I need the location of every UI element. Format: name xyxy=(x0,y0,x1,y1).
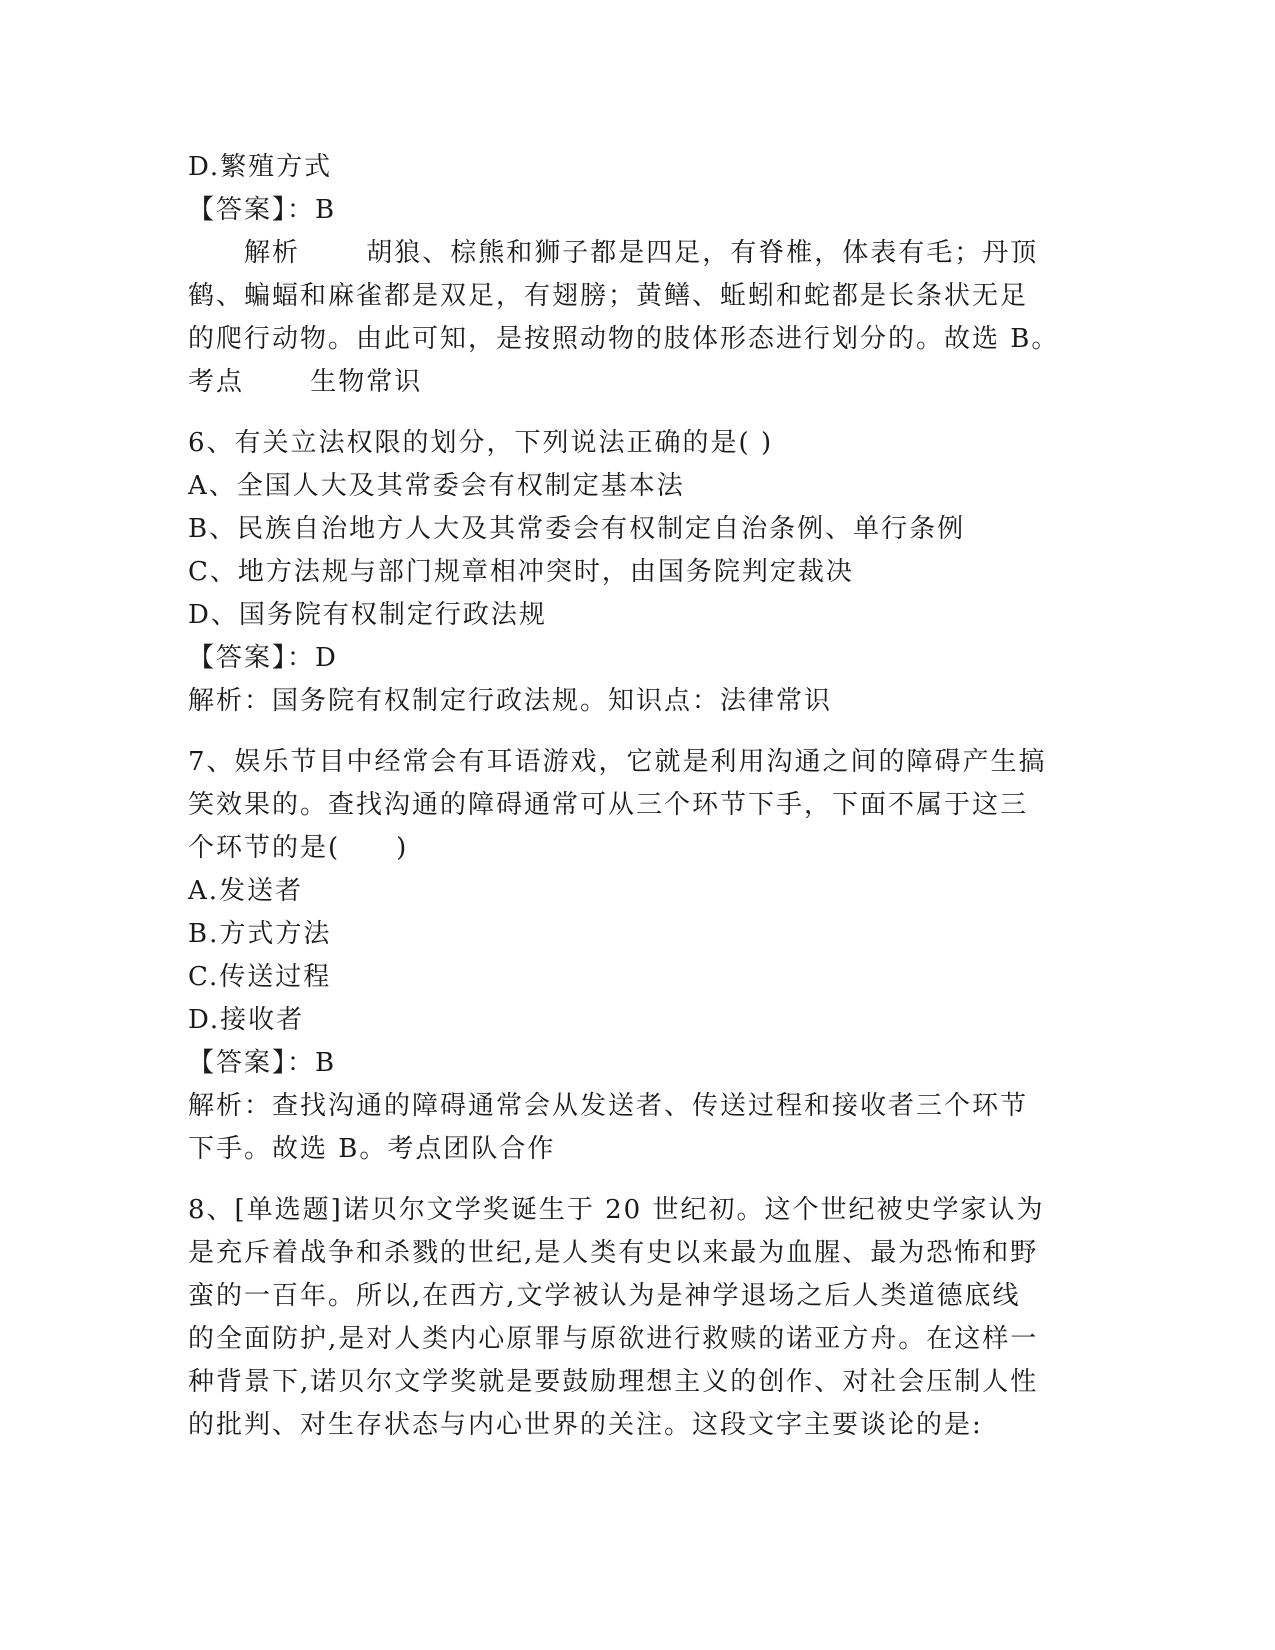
q7-option-c: C.传送过程 xyxy=(188,962,332,992)
q7-option-a: A.发送者 xyxy=(188,876,304,906)
q8-stem-line: 是充斥着战争和杀戮的世纪,是人类有史以来最为血腥、最为恐怖和野 xyxy=(188,1238,1039,1268)
q5-analysis-line: 解析 胡狼、棕熊和狮子都是四足，有脊椎，体表有毛；丹顶 xyxy=(244,238,1039,268)
q5-option-d: D.繁殖方式 xyxy=(188,152,333,182)
q8-stem-line: 种背景下,诺贝尔文学奖就是要鼓励理想主义的创作、对社会压制人性 xyxy=(188,1367,1039,1397)
q7-analysis-line: 下手。故选 B。考点团队合作 xyxy=(188,1134,556,1164)
q7-stem-line: 个环节的是( ) xyxy=(188,833,409,863)
q7-stem-line: 笑效果的。查找沟通的障碍通常可从三个环节下手，下面不属于这三 xyxy=(188,790,1029,820)
q7-stem-line: 7、娱乐节目中经常会有耳语游戏，它就是利用沟通之间的障碍产生搞 xyxy=(188,747,1047,777)
q6-analysis: 解析：国务院有权制定行政法规。知识点：法律常识 xyxy=(188,686,833,716)
q6-answer: 【答案】：D xyxy=(188,643,338,673)
document-page xyxy=(188,146,1088,1447)
q6-stem: 6、有关立法权限的划分，下列说法正确的是( ) xyxy=(188,428,774,458)
q8-stem-line: 的全面防护,是对人类内心原罪与原欲进行救赎的诺亚方舟。在这样一 xyxy=(188,1324,1039,1354)
q7-option-b: B.方式方法 xyxy=(188,919,332,949)
q7-analysis-line: 解析：查找沟通的障碍通常会从发送者、传送过程和接收者三个环节 xyxy=(188,1091,1029,1121)
q6-option-b: B、民族自治地方人大及其常委会有权制定自治条例、单行条例 xyxy=(188,514,966,544)
q7-answer: 【答案】：B xyxy=(188,1048,337,1078)
q6-option-a: A、全国人大及其常委会有权制定基本法 xyxy=(188,471,685,501)
q5-analysis-line: 鹤、蝙蝠和麻雀都是双足，有翅膀；黄鳝、蚯蚓和蛇都是长条状无足 xyxy=(188,281,1029,311)
q8-stem-line: 8、[单选题]诺贝尔文学奖诞生于 20 世纪初。这个世纪被史学家认为 xyxy=(188,1195,1045,1225)
q8-stem-line: 的批判、对生存状态与内心世界的关注。这段文字主要谈论的是: xyxy=(188,1410,983,1440)
q5-answer: 【答案】：B xyxy=(188,195,337,225)
q5-analysis-line: 的爬行动物。由此可知，是按照动物的肢体形态进行划分的。故选 B。 xyxy=(188,324,1060,354)
q5-knowledge-point: 考点 生物常识 xyxy=(188,367,423,397)
q7-option-d: D.接收者 xyxy=(188,1005,305,1035)
q8-stem-line: 蛮的一百年。所以,在西方,文学被认为是神学退场之后人类道德底线 xyxy=(188,1281,1021,1311)
q6-option-d: D、国务院有权制定行政法规 xyxy=(188,600,547,630)
q6-option-c: C、地方法规与部门规章相冲突时，由国务院判定裁决 xyxy=(188,557,854,587)
